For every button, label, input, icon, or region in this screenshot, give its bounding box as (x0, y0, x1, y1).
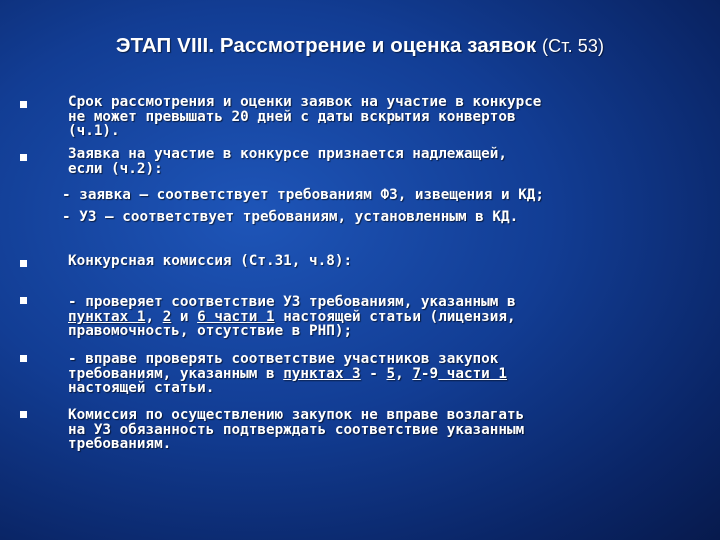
paragraph-checks: - проверяет соответствие УЗ требованиям, указанным в пунктах 1, 2 и 6 части 1 настоящей статьи (лицензия, правомочность, отсутствие в РНП); (68, 294, 516, 339)
paragraph-deadline: Срок рассмотрения и оценки заявок на участие в конкурсе не может превышать 20 дней с даты вскрытия конвертов (ч.1). (68, 94, 542, 139)
bullet-square-icon (20, 355, 27, 362)
link-part-1[interactable]: части 1 (438, 365, 508, 382)
dash-item-application: - заявка – соответствует требованиям ФЗ, извещения и КД; (62, 187, 545, 203)
paragraph-commission-restriction: Комиссия по осуществлению закупок не вправе возлагать на УЗ обязанность подтверждать соответствие указанным требованиям. (68, 407, 525, 452)
bullet-square-icon (20, 154, 27, 161)
dash-item-participant: - УЗ – соответствует требованиям, установленным в КД. (62, 209, 519, 225)
link-point-5[interactable]: 5 (386, 365, 396, 382)
bullet-square-icon (20, 411, 27, 418)
slide-title-main: ЭТАП VIII. Рассмотрение и оценка заявок (115, 34, 537, 57)
bullet-square-icon (20, 101, 27, 108)
slide-title-sub: (Ст. 53) (542, 36, 605, 56)
paragraph-commission: Конкурсная комиссия (Ст.31, ч.8): (68, 253, 353, 269)
bullet-square-icon (20, 260, 27, 267)
paragraph-application-valid: Заявка на участие в конкурсе признается надлежащей, если (ч.2): (68, 146, 507, 177)
link-points-3[interactable]: пунктах 3 (283, 365, 361, 382)
bullet-square-icon (20, 297, 27, 304)
link-point-6-part-1[interactable]: 6 части 1 (197, 308, 275, 325)
link-point-7[interactable]: 7 (412, 365, 421, 382)
link-point-2[interactable]: 2 (162, 308, 172, 325)
slide-title (0, 34, 720, 58)
paragraph-may-check: - вправе проверять соответствие участников закупок требованиям, указанным в пунктах 3 - 5, 7-9 части 1 настоящей статьи. (68, 351, 508, 396)
link-points-1[interactable]: пунктах 1 (68, 308, 146, 325)
